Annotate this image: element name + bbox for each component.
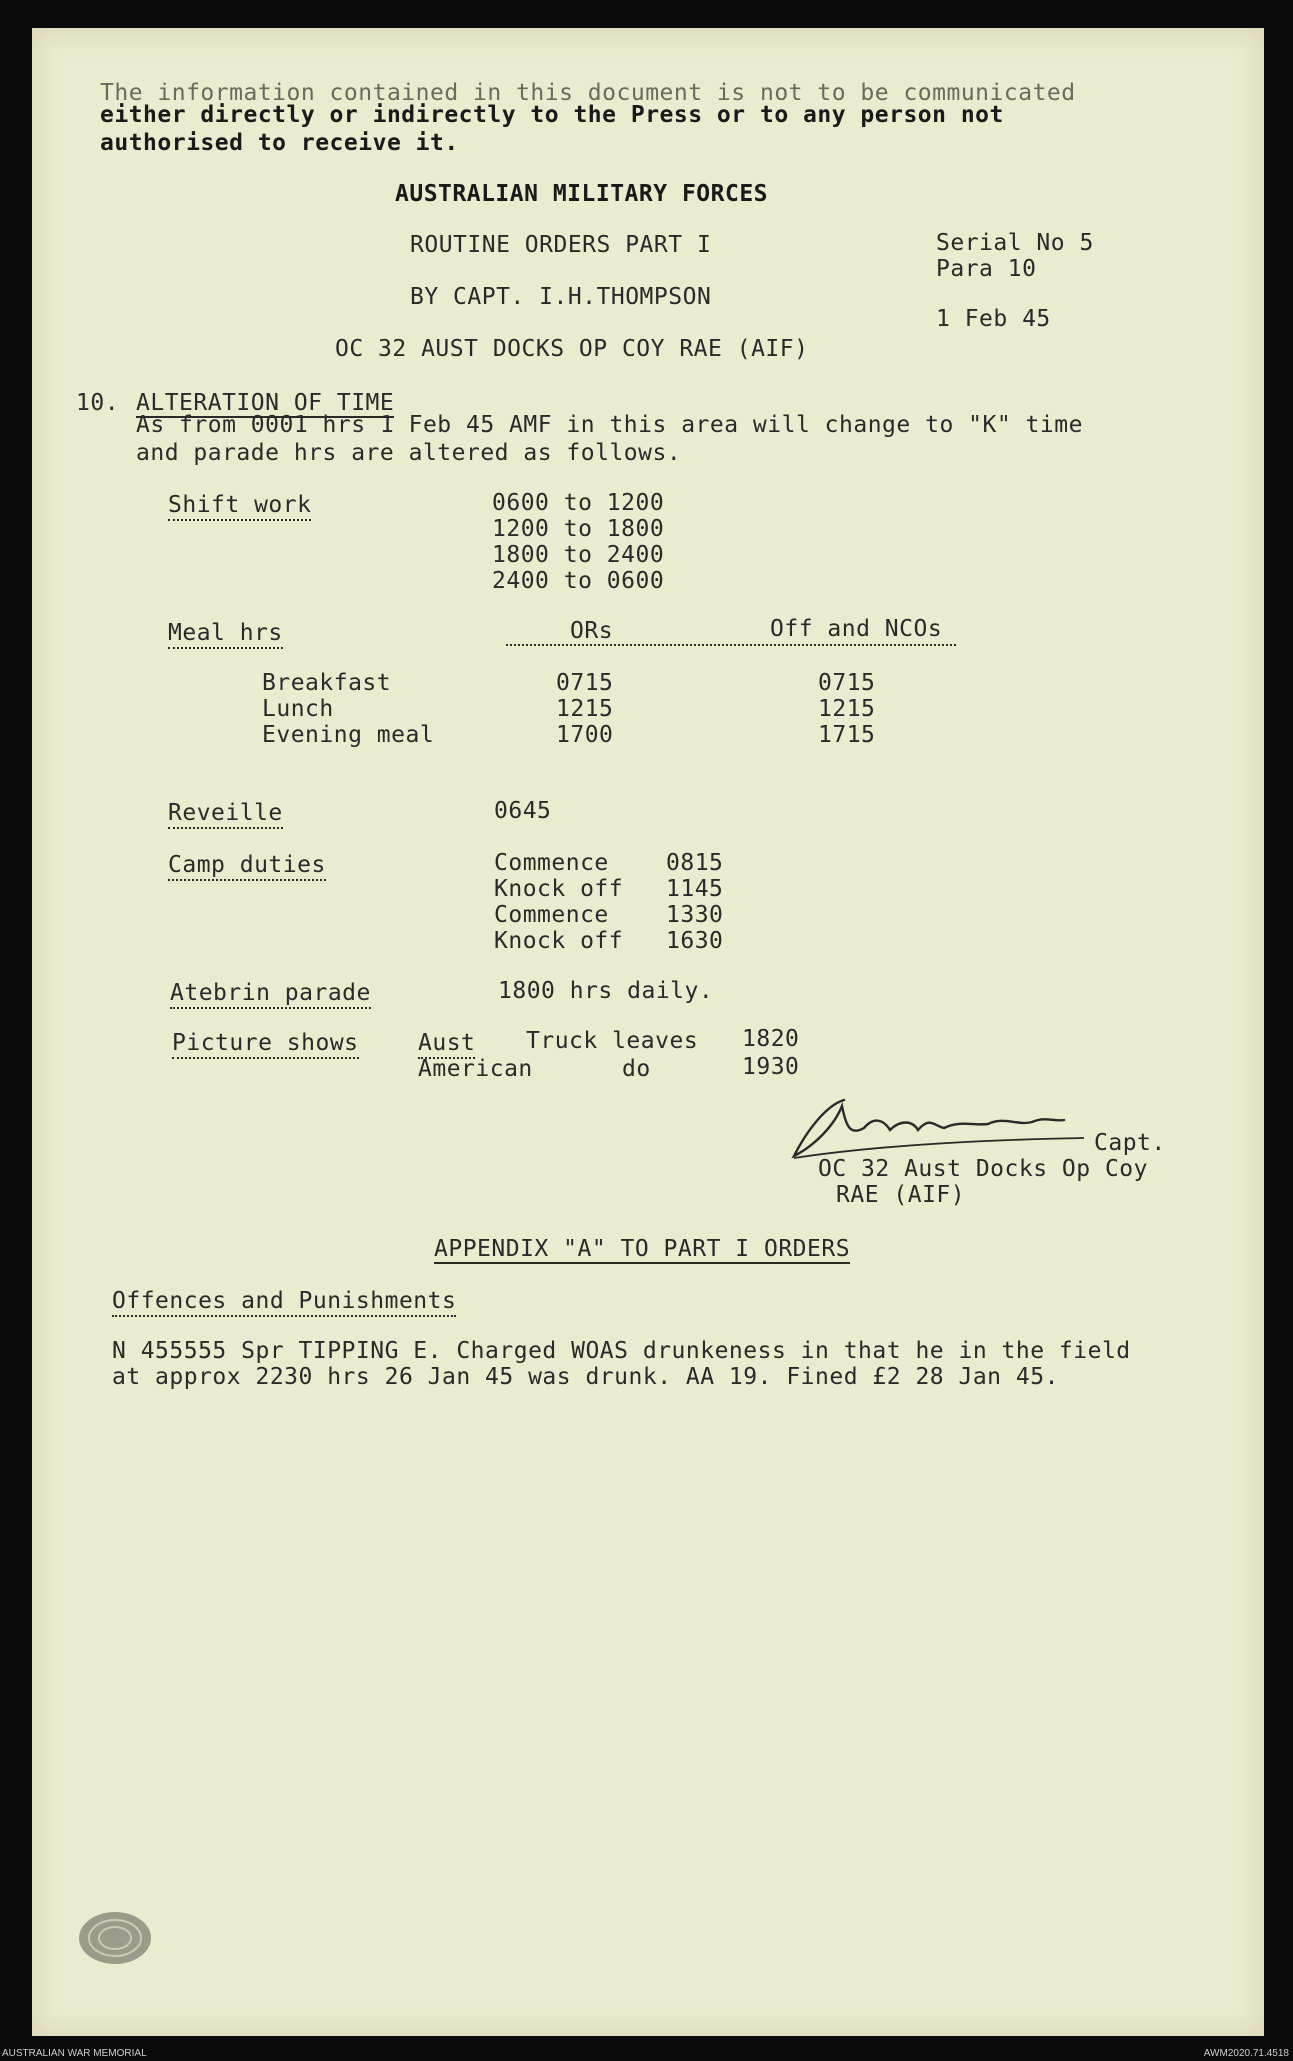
- camp-activity: Knock off: [494, 876, 624, 902]
- appendix-title: APPENDIX "A" TO PART I ORDERS: [434, 1236, 851, 1262]
- meal-name: Evening meal: [262, 722, 435, 748]
- offence-line-1: N 455555 Spr TIPPING E. Charged WOAS drunkeness in that he in the field: [112, 1338, 1131, 1364]
- offence-line-2: at approx 2230 hrs 26 Jan 45 was drunk. AA 19. Fined £2 28 Jan 45.: [112, 1364, 1059, 1390]
- issuing-unit: OC 32 AUST DOCKS OP COY RAE (AIF): [335, 336, 809, 362]
- issued-by: BY CAPT. I.H.THOMPSON: [410, 284, 712, 310]
- order-date: 1 Feb 45: [936, 306, 1051, 332]
- reveille-label: Reveille: [168, 800, 283, 829]
- meal-ors-time: 1700: [556, 722, 614, 748]
- picture-american: American: [418, 1056, 533, 1082]
- atebrin-value: 1800 hrs daily.: [498, 978, 714, 1004]
- camp-time: 1145: [666, 876, 724, 902]
- security-caveat-line-2: either directly or indirectly to the Press or to any person not: [100, 102, 1004, 128]
- footer-left: AUSTRALIAN WAR MEMORIAL: [2, 2048, 147, 2059]
- shift-row: 1200 to 1800: [492, 516, 665, 542]
- thumbprint-smudge: [70, 1900, 160, 1970]
- reveille-time: 0645: [494, 798, 552, 824]
- meal-ors-time: 1215: [556, 696, 614, 722]
- org-title: AUSTRALIAN MILITARY FORCES: [395, 181, 769, 207]
- signature-rank: Capt.: [1094, 1130, 1166, 1156]
- para-body-line-2: and parade hrs are altered as follows.: [136, 440, 682, 466]
- meal-off-time: 1715: [818, 722, 876, 748]
- offences-heading: Offences and Punishments: [112, 1288, 456, 1317]
- picture-time-2: 1930: [742, 1054, 800, 1080]
- camp-activity: Commence: [494, 902, 609, 928]
- shift-work-label: Shift work: [168, 492, 311, 521]
- meal-name: Lunch: [262, 696, 334, 722]
- meal-col-off: Off and NCOs: [770, 616, 943, 642]
- serial-number: Serial No 5: [936, 230, 1094, 256]
- meal-name: Breakfast: [262, 670, 392, 696]
- shift-row: 2400 to 0600: [492, 568, 665, 594]
- para-heading: ALTERATION OF TIME: [136, 390, 395, 416]
- shift-row: 0600 to 1200: [492, 490, 665, 516]
- footer-right: AWM2020.71.4518: [1203, 2048, 1289, 2059]
- orders-title: ROUTINE ORDERS PART I: [410, 232, 712, 258]
- picture-time-1: 1820: [742, 1026, 800, 1052]
- security-caveat-line-1: The information contained in this document is not to be communicated: [100, 80, 1076, 106]
- camp-duties-label: Camp duties: [168, 852, 326, 881]
- meal-off-time: 0715: [818, 670, 876, 696]
- meal-off-time: 1215: [818, 696, 876, 722]
- shift-row: 1800 to 2400: [492, 542, 665, 568]
- security-caveat-line-3: authorised to receive it.: [100, 130, 459, 156]
- meal-hrs-label: Meal hrs: [168, 620, 283, 649]
- handwritten-signature: [784, 1086, 1104, 1166]
- meal-col-ors: ORs: [570, 618, 614, 644]
- camp-time: 1330: [666, 902, 724, 928]
- camp-activity: Knock off: [494, 928, 624, 954]
- atebrin-label: Atebrin parade: [170, 980, 371, 1009]
- para-number-label: 10.: [76, 390, 120, 416]
- para-body-line-1: As from 0001 hrs 1 Feb 45 AMF in this area will change to "K" time: [136, 412, 1083, 438]
- picture-do: do: [622, 1056, 651, 1082]
- picture-truck: Truck leaves: [526, 1028, 699, 1054]
- para-number: Para 10: [936, 256, 1037, 282]
- camp-time: 1630: [666, 928, 724, 954]
- picture-shows-label: Picture shows: [172, 1030, 359, 1059]
- camp-time: 0815: [666, 850, 724, 876]
- meal-header-rule: [506, 644, 956, 646]
- signature-line-1: OC 32 Aust Docks Op Coy: [818, 1156, 1148, 1182]
- meal-ors-time: 0715: [556, 670, 614, 696]
- signature-line-2: RAE (AIF): [836, 1182, 966, 1208]
- picture-aust: Aust: [418, 1030, 475, 1059]
- camp-activity: Commence: [494, 850, 609, 876]
